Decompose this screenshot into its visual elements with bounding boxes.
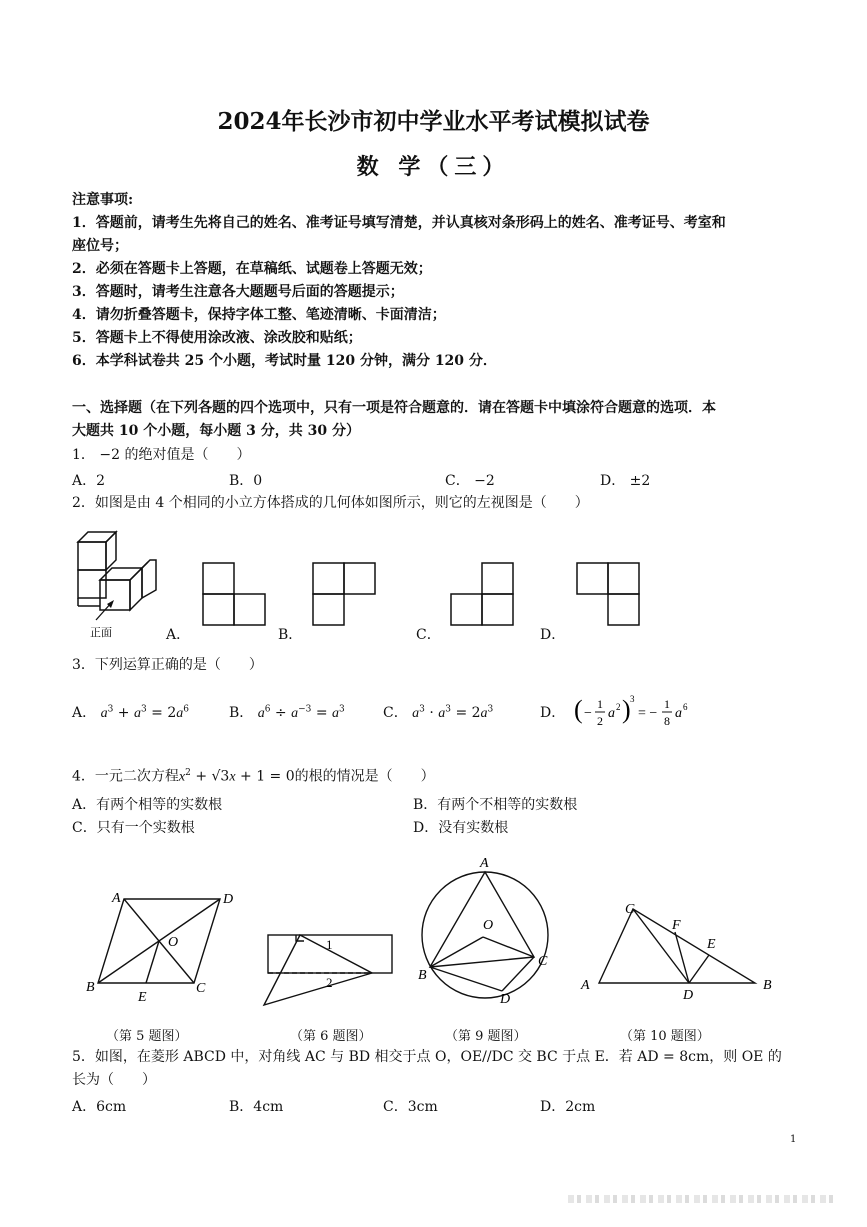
q1-option-b: B．0: [229, 473, 263, 489]
page-number: 1: [790, 1134, 797, 1145]
point-label: E: [707, 937, 716, 952]
notice-item: 2．必须在答题卡上答题，在草稿纸、试题卷上答题无效；: [72, 261, 432, 277]
q5-option-c: C．3cm: [383, 1099, 438, 1115]
q4-stem-suffix: 的根的情况是（ ）: [294, 768, 435, 785]
angle-mark: 2: [326, 975, 333, 990]
figure-caption: （第 6 题图）: [290, 1029, 372, 1044]
q3-option-c: C． $a^3 \cdot a^3 = 2a^3$: [383, 704, 494, 721]
figure-caption: （第 10 题图）: [620, 1029, 710, 1044]
point-label: D: [683, 988, 694, 1000]
q4-option-d: D．没有实数根: [413, 820, 509, 836]
q4-option-c: C．只有一个实数根: [72, 820, 195, 836]
svg-text:2: 2: [596, 714, 603, 728]
section-heading-line: 大题共 10 个小题，每小题 3 分，共 30 分）: [72, 423, 360, 439]
angle-mark: 1: [326, 937, 333, 952]
point-label: B: [763, 978, 772, 993]
front-label: 正面: [90, 627, 112, 639]
exam-title: 2024年长沙市初中学业水平考试模拟试卷: [217, 108, 650, 135]
q1-option-c: C． −2: [445, 473, 495, 489]
svg-text:): ): [621, 695, 631, 724]
question-2-stem: 2．如图是由 4 个相同的小立方体搭成的几何体如图所示，则它的左视图是（ ）: [72, 495, 589, 511]
point-label: D: [223, 892, 234, 907]
q4-option-a: A．有两个相等的实数根: [72, 797, 223, 813]
q3-option-a: A． $a^3 + a^3 = 2a^6$: [72, 704, 189, 721]
q3-option-b-letter: B．: [229, 705, 254, 721]
figure-caption: （第 5 题图）: [106, 1029, 188, 1044]
section-heading: [72, 397, 802, 443]
q5-option-b: B．4cm: [229, 1099, 284, 1115]
figure-5-rhombus: [80, 885, 240, 1005]
question-5-stem-line1: 5．如图，在菱形 ABCD 中，对角线 AC 与 BD 相交于点 O，OE//DC 交 BC 于点 E．若 AD = 8cm，则 OE 的: [72, 1049, 782, 1065]
q3-option-c-letter: C．: [383, 705, 408, 721]
q5-option-a: A．6cm: [72, 1099, 127, 1115]
svg-text:6: 6: [682, 702, 688, 712]
q3-option-d: [540, 690, 710, 734]
q3-option-d-expression: [570, 690, 710, 734]
notice-item: 6．本学科试卷共 25 个小题，考试时量 120 分钟，满分 120 分．: [72, 353, 497, 369]
point-label: B: [418, 968, 427, 983]
cube-side: [130, 568, 142, 610]
point-label: E: [138, 990, 147, 1005]
q2-option-d-figure: [576, 562, 642, 628]
notice-item: 5．答题卡上不得使用涂改液、涂改胶和贴纸；: [72, 330, 362, 346]
notice-item: 座位号；: [72, 238, 128, 254]
svg-text:2: 2: [615, 702, 621, 712]
question-5-stem-line2: 长为（ ）: [72, 1072, 156, 1088]
question-3-stem: 3．下列运算正确的是（ ）: [72, 657, 263, 673]
point-label: D: [500, 992, 511, 1005]
svg-text:a: a: [607, 706, 615, 721]
figure-6-strip: [260, 925, 400, 1010]
q2-option-a: A．: [166, 627, 191, 643]
q1-option-d: D． ±2: [600, 473, 651, 489]
notice-heading: 注意事项:: [72, 192, 134, 208]
scan-artifact: [568, 1195, 838, 1203]
notice-item: 3．答题时，请考生注意各大题题号后面的答题提示；: [72, 284, 404, 300]
q3-option-d-letter: D．: [540, 705, 566, 721]
svg-text:3: 3: [629, 694, 635, 704]
figure-caption: （第 9 题图）: [445, 1029, 527, 1044]
q1-option-a: A．2: [72, 473, 106, 489]
q2-option-d: D．: [540, 627, 566, 643]
point-label: F: [672, 918, 681, 933]
q2-cube-figure: [70, 528, 180, 643]
q2-option-b: B．: [278, 627, 303, 643]
figure-9-circle: [410, 855, 560, 1005]
svg-text:−: −: [583, 706, 592, 721]
point-label: A: [480, 856, 489, 871]
point-label: C: [538, 954, 548, 969]
q2-option-c-figure: [450, 562, 516, 628]
cube-face: [78, 570, 106, 598]
point-label: A: [112, 891, 121, 906]
q3-option-b: B． $a^6 \div a^{-3} = a^3$: [229, 704, 345, 721]
point-label: A: [581, 978, 590, 993]
svg-text:= −: = −: [637, 706, 657, 721]
point-label: O: [483, 918, 494, 933]
figure-10-triangle: [575, 895, 780, 1000]
svg-text:1: 1: [596, 697, 603, 711]
svg-text:(: (: [573, 695, 583, 724]
cube-side: [106, 532, 116, 570]
notice-block: [72, 189, 802, 373]
question-1-stem: 1． −2 的绝对值是（ ）: [72, 447, 251, 463]
notice-item: 4．请勿折叠答题卡，保持字体工整、笔迹清晰、卡面清洁；: [72, 307, 446, 323]
exam-subtitle: 数 学（三）: [356, 154, 511, 180]
q4-option-b: B．有两个不相等的实数根: [413, 797, 578, 813]
question-4-stem: 4．一元二次方程$x^2 + √3x + 1 = 0$的根的情况是（ ）: [72, 768, 435, 785]
section-heading-line: 一、选择题（在下列各题的四个选项中，只有一项是符合题意的．请在答题卡中填涂符合题意的选项．本: [72, 400, 716, 416]
point-label: O: [168, 935, 179, 950]
notice-item: 1．答题前，请考生先将自己的姓名、准考证号填写清楚，并认真核对条形码上的姓名、准考证号、考室和: [72, 215, 726, 231]
q3-option-a-letter: A．: [72, 705, 97, 721]
cube-face: [100, 580, 130, 610]
svg-text:a: a: [674, 706, 682, 721]
svg-text:8: 8: [663, 714, 670, 728]
q5-option-d: D．2cm: [540, 1099, 596, 1115]
point-label: C: [196, 981, 206, 996]
point-label: B: [86, 980, 95, 995]
point-label: C: [625, 902, 635, 917]
q2-option-c: C．: [416, 627, 441, 643]
cube-face: [78, 542, 106, 570]
svg-text:1: 1: [663, 697, 670, 711]
q2-option-b-figure: [312, 562, 378, 628]
q4-stem-prefix: 4．一元二次方程: [72, 768, 179, 785]
q2-option-a-figure: [202, 562, 268, 628]
